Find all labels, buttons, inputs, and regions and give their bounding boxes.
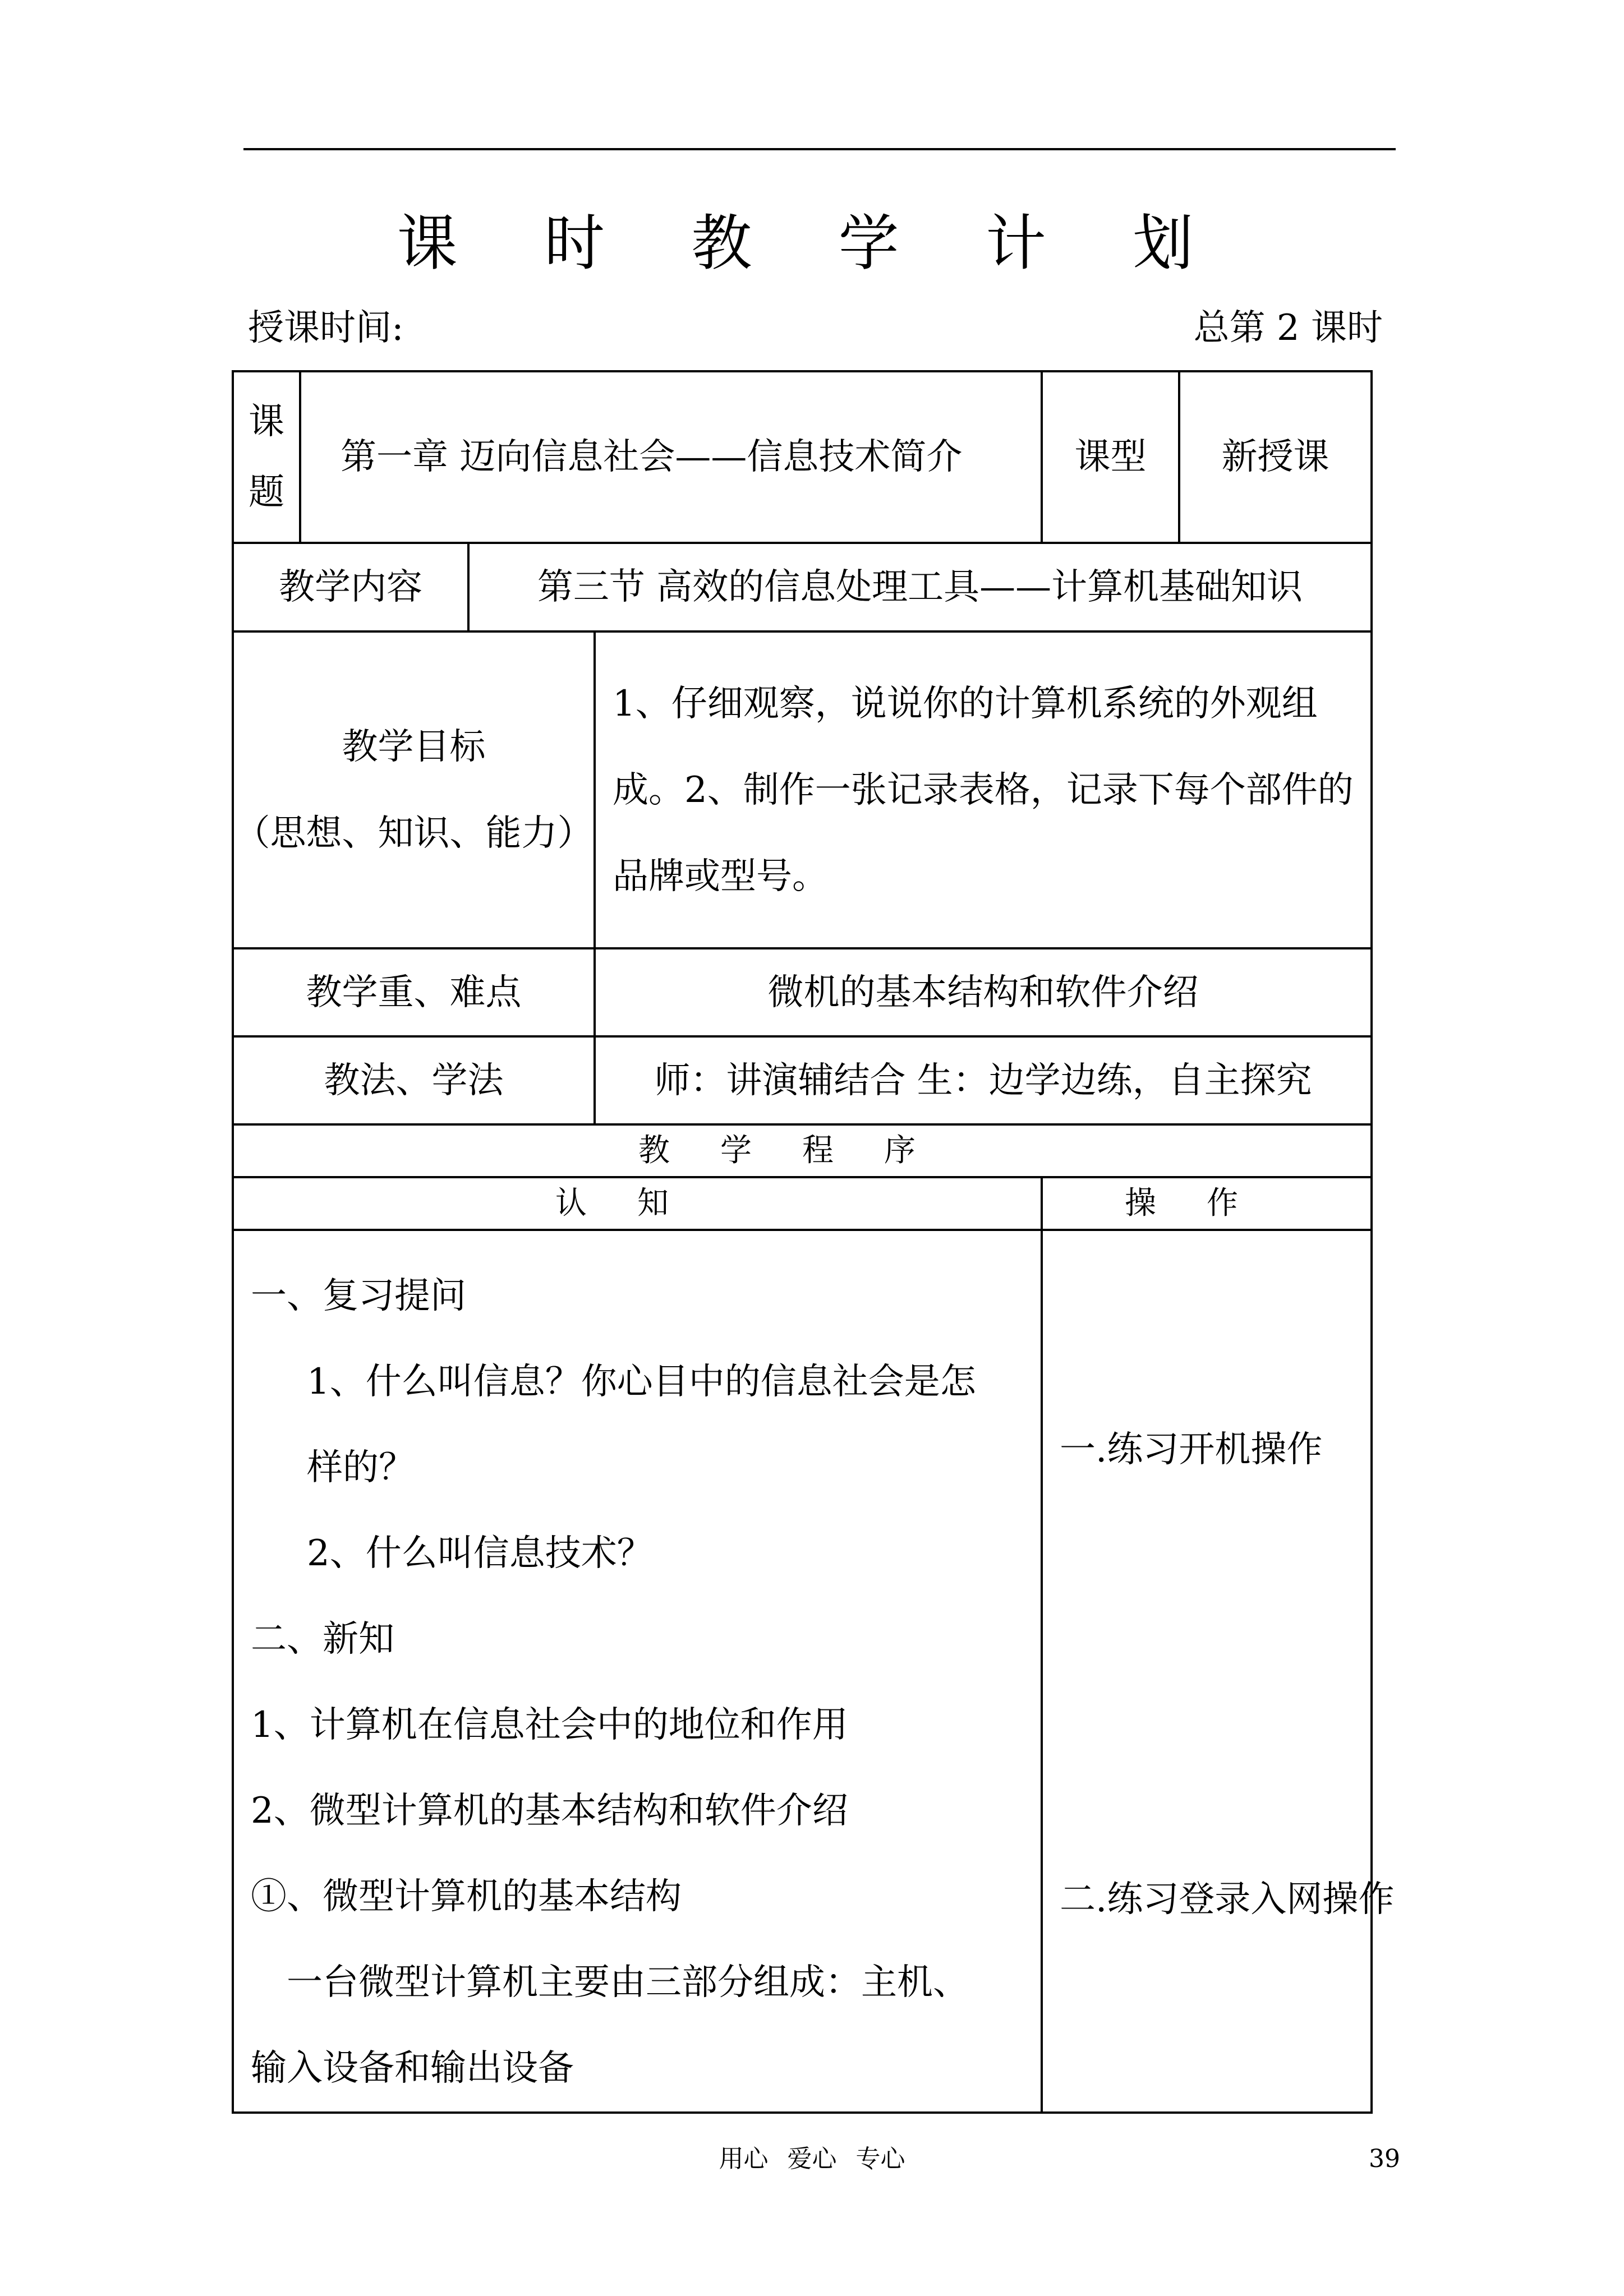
cognition-line: 1、计算机在信息社会中的地位和作用 — [251, 1704, 848, 1746]
operation-heading: 操作 — [1042, 1177, 1372, 1230]
objectives-label-line1: 教学目标 — [342, 726, 486, 768]
topic-label — [233, 371, 300, 543]
methods-value: 师：讲演辅结合 生：边学边练，自主探究 — [595, 1036, 1372, 1124]
keypoints-row — [233, 948, 1372, 1036]
topic-label-top: 课 — [249, 401, 284, 442]
cognition-line: ①、微型计算机的基本结构 — [251, 1876, 682, 1917]
keypoints-label: 教学重、难点 — [233, 948, 595, 1036]
cognition-line: 1、什么叫信息？你心目中的信息社会是怎 — [307, 1361, 976, 1403]
page-number: 39 — [1369, 2145, 1400, 2173]
operation-step-2: 二.练习登录入网操作 — [1060, 1879, 1395, 1920]
page-title: 课 时 教 学 计 划 — [397, 209, 1227, 279]
procedure-columns-row — [233, 1177, 1372, 1230]
procedure-body-row — [233, 1230, 1372, 2113]
procedure-heading: 教学程序 — [233, 1124, 1372, 1177]
header-rule — [243, 148, 1396, 150]
cognition-line: 输入设备和输出设备 — [251, 2048, 574, 2089]
topic-label-bottom: 题 — [249, 472, 284, 513]
cognition-cell — [233, 1230, 1042, 2113]
objectives-label — [233, 631, 595, 948]
cognition-line: 一台微型计算机主要由三部分组成：主机、 — [287, 1962, 969, 2003]
lesson-plan-table — [232, 370, 1395, 2114]
cognition-line: 一、复习提问 — [251, 1275, 466, 1317]
topic-label-gap — [234, 447, 299, 467]
objectives-label-line2: （思想、知识、能力） — [234, 812, 594, 854]
topic-value: 第一章 迈向信息社会——信息技术简介 — [300, 371, 1042, 543]
content-value: 第三节 高效的信息处理工具——计算机基础知识 — [468, 543, 1372, 631]
content-row — [233, 543, 1372, 631]
operation-step-1: 一.练习开机操作 — [1060, 1429, 1323, 1470]
operation-cell — [1042, 1230, 1395, 2113]
objectives-value: 1、仔细观察，说说你的计算机系统的外观组成。2、制作一张记录表格，记录下每个部件的品牌或型号。 — [595, 631, 1372, 948]
methods-label: 教法、学法 — [233, 1036, 595, 1124]
cognition-line: 2、微型计算机的基本结构和软件介绍 — [251, 1790, 848, 1832]
cognition-line: 2、什么叫信息技术？ — [307, 1533, 653, 1574]
keypoints-value: 微机的基本结构和软件介绍 — [595, 948, 1372, 1036]
methods-row — [233, 1036, 1372, 1124]
footer-motto: 用心 爱心 专心 — [719, 2145, 905, 2173]
cognition-line: 样的？ — [307, 1447, 415, 1488]
content-label: 教学内容 — [233, 543, 468, 631]
lesson-type-value: 新授课 — [1179, 371, 1372, 543]
topic-row — [233, 371, 1372, 543]
class-time-label: 授课时间: — [248, 307, 404, 349]
procedure-heading-row — [233, 1124, 1372, 1177]
objectives-row — [233, 631, 1372, 948]
lesson-count: 总第 2 课时 — [1193, 307, 1383, 349]
lesson-type-label: 课型 — [1042, 371, 1179, 543]
cognition-line: 二、新知 — [251, 1619, 394, 1660]
cognition-heading: 认知 — [233, 1177, 1042, 1230]
